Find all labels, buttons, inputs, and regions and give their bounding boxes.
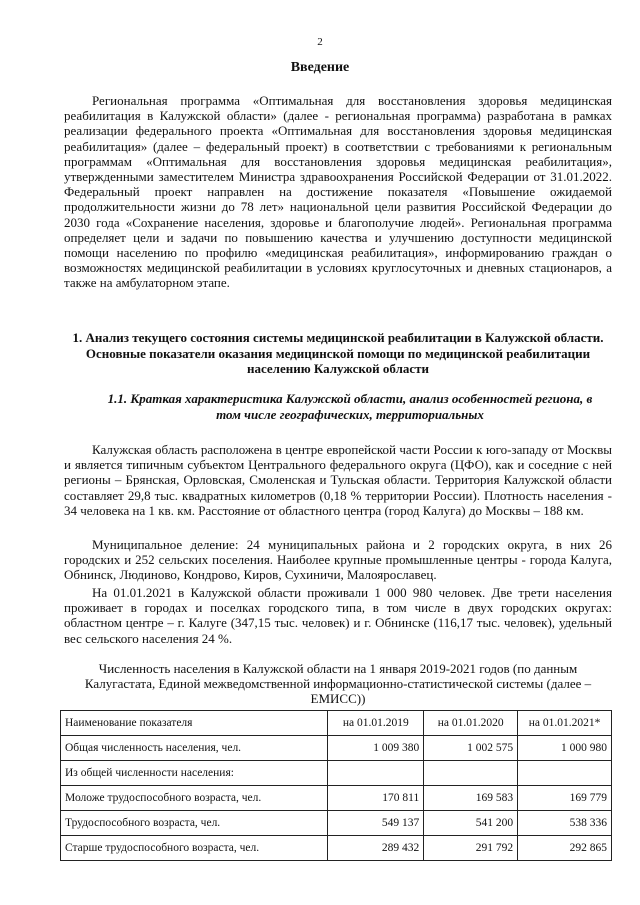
table-row xyxy=(61,786,612,811)
population-table xyxy=(60,710,612,861)
cell-2021: 538 336 xyxy=(518,811,612,836)
page-number: 2 xyxy=(317,36,323,48)
cell-2019: 289 432 xyxy=(328,836,424,861)
table-header-row xyxy=(61,711,612,736)
table-row xyxy=(61,811,612,836)
cell-2021 xyxy=(518,761,612,786)
table-row xyxy=(61,761,612,786)
cell-2020 xyxy=(424,761,518,786)
header-2021: на 01.01.2021* xyxy=(518,711,612,736)
municipal-paragraph: Муниципальное деление: 24 муниципальных района и 2 городских округа, в них 26 городских и 252 сельских поселения. Наиболее крупные промышленные центры - города Калуга, Обнинск, Людиново, Кондрово, Киров, Сухиничи, Малоярославец. xyxy=(64,537,612,583)
cell-2020: 541 200 xyxy=(424,811,518,836)
geography-paragraph: Калужская область расположена в центре европейской части России к юго-западу от Москвы и является типичным субъектом Центрального федерального округа (ЦФО), как и соседние с ней регионы – Брянская, Орловская, Смоленская и Тульская области. Территория Калужской области составляет 29,8 тыс. квадратных километров (0,18 % территории России). Плотность населения - 34 человека на 1 кв. км. Расстояние от областного центра (город Калуга) до Москвы – 188 км. xyxy=(64,442,612,518)
row-label: Моложе трудоспособного возраста, чел. xyxy=(61,786,328,811)
population-paragraph: На 01.01.2021 в Калужской области проживали 1 000 980 человек. Две трети населения проживает в городах и поселках городского типа, в том числе в двух городских округах: областном центре – г. Калуге (347,15 тыс. человек) и г. Обнинске (116,17 тыс. человек), удельный вес сельского населения 24 %. xyxy=(64,585,612,646)
cell-2019: 1 009 380 xyxy=(328,736,424,761)
header-2020: на 01.01.2020 xyxy=(424,711,518,736)
row-label: Старше трудоспособного возраста, чел. xyxy=(61,836,328,861)
cell-2021: 1 000 980 xyxy=(518,736,612,761)
subsection-1-1-title: 1.1. Краткая характеристика Калужской области, анализ особенностей региона, в том числе географических, территориальных xyxy=(107,391,593,422)
intro-title: Введение xyxy=(290,60,350,75)
cell-2019: 549 137 xyxy=(328,811,424,836)
cell-2019 xyxy=(328,761,424,786)
cell-2021: 292 865 xyxy=(518,836,612,861)
intro-paragraph: Региональная программа «Оптимальная для восстановления здоровья медицинская реабилитация в Калужской области» (далее - региональная программа) разработана в рамках реализации федерального проекта «Оптимальная для восстановления здоровья медицинская реабилитация» (далее – федеральный проект) в соответствии с требованиями к региональным программам «Оптимальная для восстановления здоровья медицинская реабилитация», утвержденными заместителем Министра здравоохранения Российской Федерации от 31.01.2022. Федеральный проект направлен на достижение показателя «Повышение ожидаемой продолжительности жизни до 78 лет» национальной цели развития Российской Федерации до 2030 года «Сохранение населения, здоровье и благополучие людей». Региональная программа определяет цели и задачи по повышению качества и улучшению доступности медицинской помощи населению по профилю «медицинская реабилитация», информированию граждан о возможностях медицинской реабилитации в условиях круглосуточных и дневных стационаров, а также на амбулаторном этапе. xyxy=(64,93,612,291)
cell-2020: 291 792 xyxy=(424,836,518,861)
row-label: Трудоспособного возраста, чел. xyxy=(61,811,328,836)
table-caption: Численность населения в Калужской области на 1 января 2019-2021 годов (по данным Калугастата, Единой межведомственной информационно-статистической системы (далее – ЕМИСС)) xyxy=(84,661,592,706)
row-label: Общая численность населения, чел. xyxy=(61,736,328,761)
header-indicator: Наименование показателя xyxy=(61,711,328,736)
header-2019: на 01.01.2019 xyxy=(328,711,424,736)
table-row xyxy=(61,736,612,761)
cell-2020: 1 002 575 xyxy=(424,736,518,761)
row-label: Из общей численности населения: xyxy=(61,761,328,786)
table-row xyxy=(61,836,612,861)
cell-2019: 170 811 xyxy=(328,786,424,811)
section-1-title: 1. Анализ текущего состояния системы медицинской реабилитации в Калужской области. Основные показатели оказания медицинской помощи по медицинской реабилитации населению Калужской области xyxy=(72,330,604,376)
cell-2020: 169 583 xyxy=(424,786,518,811)
cell-2021: 169 779 xyxy=(518,786,612,811)
